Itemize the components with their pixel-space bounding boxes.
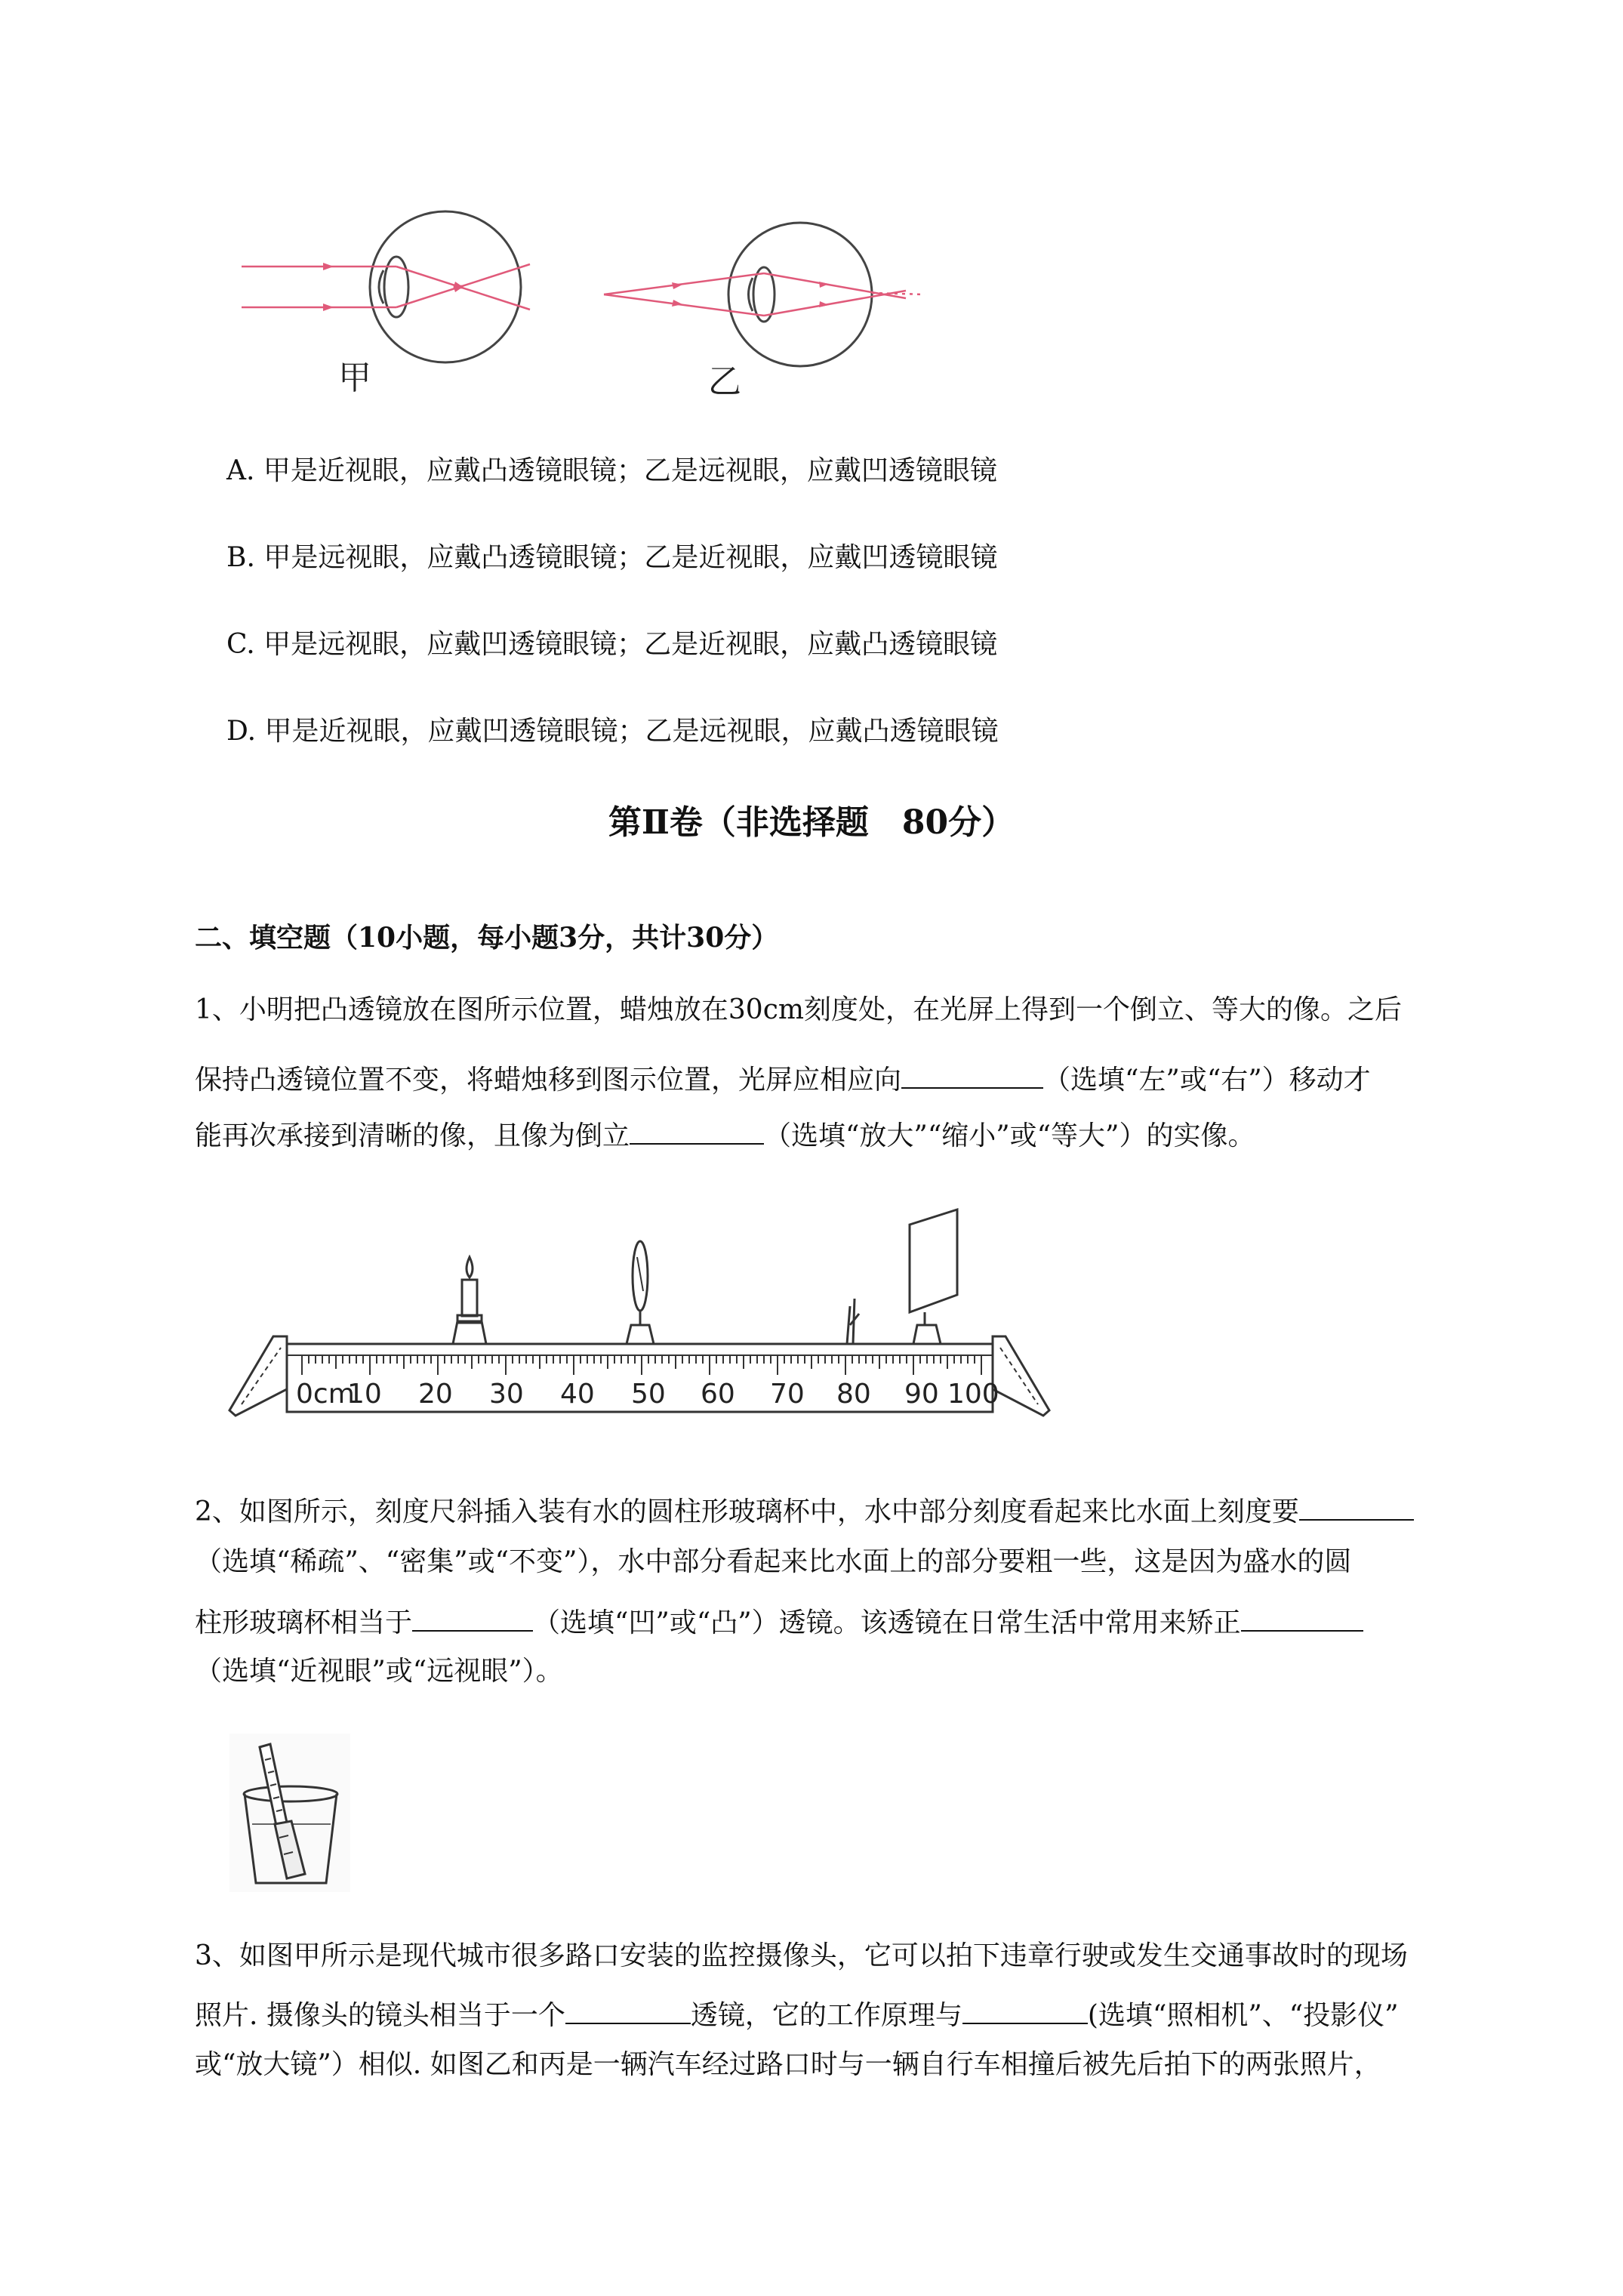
q2-line2: （选填“稀疏”、“密集”或“不变”），水中部分看起来比水面上的部分要粗一些，这是因为盛水的圆 — [195, 1546, 1352, 1577]
option-a — [226, 455, 997, 486]
q2-line1-text: 2、如图所示，刻度尺斜插入装有水的圆柱形玻璃杯中，水中部分刻度看起来比水面上刻度要 — [195, 1496, 1299, 1527]
ruler-tick-40: 40 — [560, 1379, 595, 1410]
q2-line3 — [195, 1604, 1363, 1637]
q1-line3-text-a: 能再次承接到清晰的像，且像为倒立 — [195, 1120, 630, 1151]
eye-yi — [604, 223, 925, 366]
q2-line4: （选填“近视眼”或“远视眼”）。 — [195, 1656, 563, 1687]
q1-blank-direction[interactable] — [901, 1062, 1043, 1089]
q3-line2-text-b: 透镜，它的工作原理与 — [690, 2000, 962, 2031]
option-b-text: 甲是远视眼，应戴凸透镜眼镜；乙是近视眼，应戴凹透镜眼镜 — [263, 542, 998, 573]
ruler-tick-90: 90 — [904, 1379, 939, 1410]
glass-ruler-figure — [229, 1734, 350, 1892]
option-b-letter: B. — [226, 542, 255, 573]
q3-line2 — [195, 1997, 1399, 2029]
q3-blank-lens-type[interactable] — [565, 1997, 691, 2024]
light-screen — [910, 1210, 957, 1344]
ruler-tick-10: 10 — [347, 1379, 382, 1410]
q1-line3-text-b: （选填“放大”“缩小”或“等大”）的实像。 — [764, 1120, 1255, 1151]
option-c — [226, 631, 997, 658]
candle — [453, 1257, 486, 1344]
q2-line3-text-b: （选填“凹”或“凸”）透镜。该透镜在日常生活中常用来矫正 — [533, 1607, 1241, 1638]
eye-diagram-figure — [226, 204, 944, 400]
ruler-tick-70: 70 — [770, 1379, 805, 1410]
q3-blank-principle[interactable] — [962, 1997, 1088, 2024]
q1-line2-text-b: （选填“左”或“右”）移动才 — [1043, 1065, 1371, 1096]
option-d-letter: D. — [226, 716, 257, 747]
eye-label-yi: 乙 — [708, 362, 741, 400]
q2-line3-text-a: 柱形玻璃杯相当于 — [195, 1607, 413, 1638]
eye-label-jia: 甲 — [338, 359, 371, 397]
q3-line2-text-c: (选填“照相机”、“投影仪” — [1087, 2000, 1399, 2031]
q3-line1: 3、如图甲所示是现代城市很多路口安装的监控摄像头，它可以拍下违章行驶或发生交通事故时的现场 — [195, 1940, 1408, 1971]
ruler-tick-80: 80 — [836, 1379, 871, 1410]
q2-blank-lens-type[interactable] — [412, 1604, 533, 1632]
convex-lens — [627, 1241, 654, 1344]
ruler-tick-20: 20 — [418, 1379, 453, 1410]
option-d — [226, 718, 999, 745]
option-a-text: 甲是近视眼，应戴凸透镜眼镜；乙是远视眼，应戴凹透镜眼镜 — [263, 455, 997, 486]
ruler-tick-50: 50 — [631, 1379, 666, 1410]
q1-line3 — [195, 1117, 1255, 1150]
ruler-tick-30: 30 — [489, 1379, 524, 1410]
optical-bench-figure — [226, 1200, 1057, 1427]
candle-stub — [847, 1299, 859, 1344]
q3-line3: 或“放大镜”）相似. 如图乙和丙是一辆汽车经过路口时与一辆自行车相撞后被先后拍下的两张照片， — [195, 2049, 1381, 2080]
eye-jia — [242, 211, 530, 362]
option-d-text: 甲是近视眼，应戴凹透镜眼镜；乙是远视眼，应戴凸透镜眼镜 — [264, 716, 999, 747]
ruler-tick-100: 100 — [947, 1379, 999, 1410]
q1-line2 — [195, 1062, 1371, 1094]
part2-title: 第Ⅱ卷（非选择题 80分） — [608, 803, 1015, 842]
q1-blank-image-size[interactable] — [630, 1117, 764, 1145]
q2-line1 — [195, 1493, 1414, 1526]
q3-line2-text-a: 照片. 摄像头的镜头相当于一个 — [195, 2000, 565, 2031]
section2-title: 二、填空题（10小题，每小题3分，共计30分） — [195, 922, 779, 954]
ruler-tick-60: 60 — [701, 1379, 735, 1410]
q1-line2-text-a: 保持凸透镜位置不变，将蜡烛移到图示位置，光屏应相应向 — [195, 1065, 902, 1096]
option-b — [226, 544, 997, 572]
option-c-text: 甲是远视眼，应戴凹透镜眼镜；乙是近视眼，应戴凸透镜眼镜 — [263, 629, 998, 660]
option-a-letter: A. — [226, 455, 255, 486]
q2-blank-eye-type[interactable] — [1241, 1604, 1363, 1632]
q1-line1: 1、小明把凸透镜放在图所示位置，蜡烛放在30cm刻度处，在光屏上得到一个倒立、等大的像。之后 — [195, 994, 1403, 1025]
q2-blank-scale-density[interactable] — [1299, 1493, 1414, 1521]
ruler-tick-0: 0cm — [296, 1379, 355, 1410]
option-c-letter: C. — [226, 629, 255, 660]
